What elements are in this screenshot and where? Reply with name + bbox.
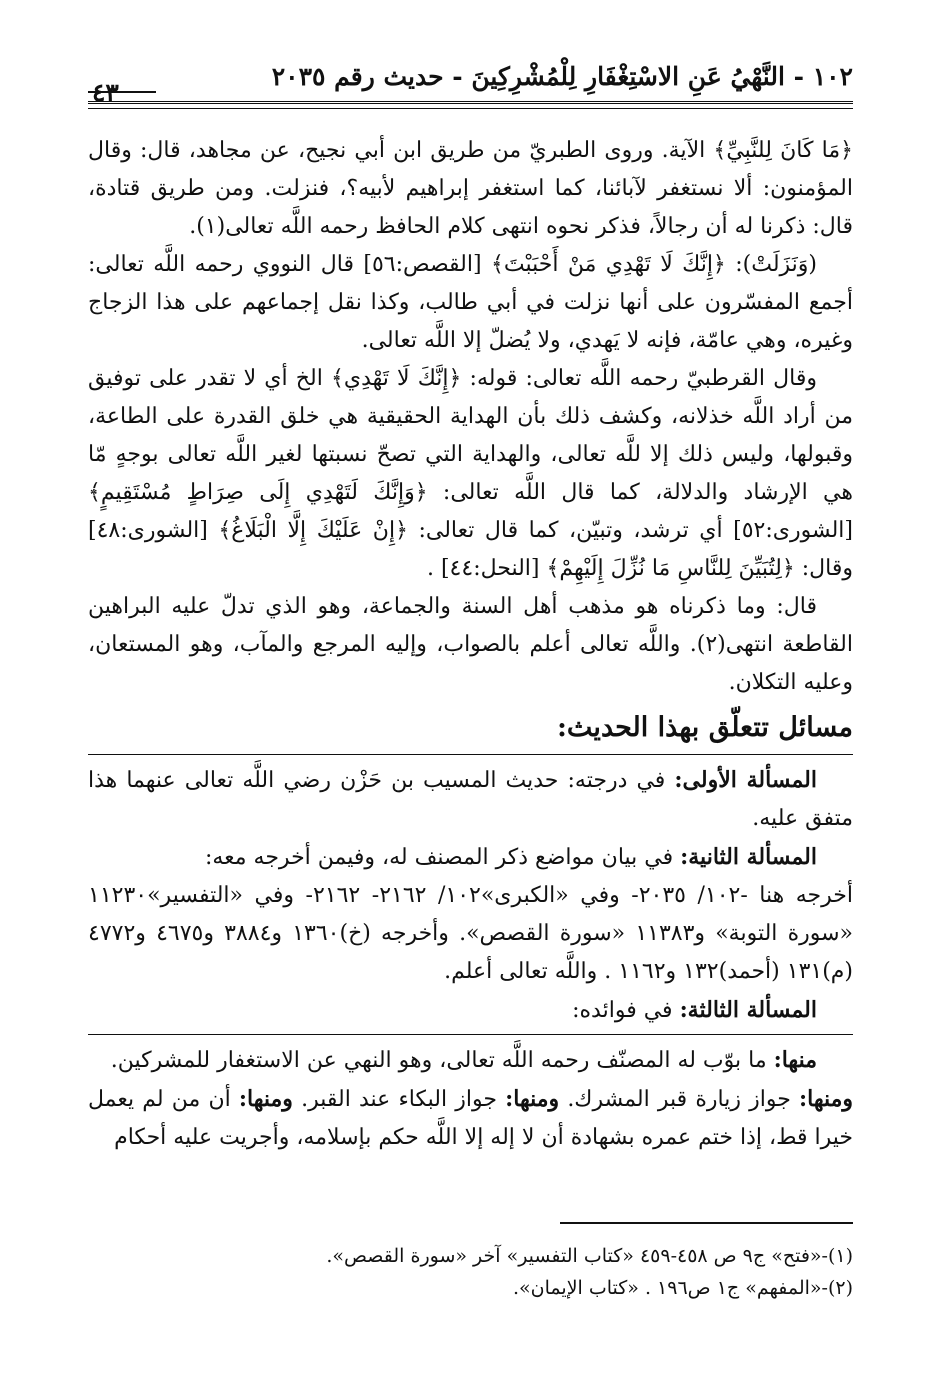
paragraph: قال: وما ذكرناه هو مذهب أهل السنة والجماعة، وهو الذي تدلّ عليه البراهين القاطعة انتهى(٢). واللَّه تعالى أعلم بالصواب، وإليه المرجع والمآب، وهو المستعان، وعليه التكلان. (88, 594, 853, 695)
header-rule (88, 101, 853, 109)
paragraph: أخرجه هنا -١٠٢/ ٢٠٣٥- وفي «الكبرى»١٠٢/ ٢١٦٢- ٢١٦٢- وفي «التفسير»١١٢٣٠ «سورة التوبة» و١١٣٨٣ «سورة القصص». وأخرجه (خ)١٣٦٠ و٣٨٨٤ و٤٦٧٥ و٤٧٧٢ (م)١٣١ (أحمد)١٣٢ و١١٦٢ . واللَّه تعالى أعلم. (88, 883, 854, 984)
paragraph: ﴿مَا كَانَ لِلنَّبِيِّ﴾ الآية. وروى الطبريّ من طريق ابن أبي نجيح، عن مجاهد، قال: وقال المؤمنون: ألا نستغفر لآبائنا، كما استغفر إبراهيم لأبيه؟، فنزلت. ومن طريق قتادة، قال: ذكرنا له أن رجالاً، فذكر نحوه انتهى كلام الحافظ رحمه اللَّه تعالى(١). (88, 138, 853, 239)
running-title: ١٠٢ - النَّهْيُ عَنِ الاسْتِغْفَارِ لِلْمُشْرِكِينَ - حديث رقم ٢٠٣٥ (271, 62, 853, 91)
benefit-text: جواز البكاء عند القبر. (292, 1087, 506, 1112)
benefit-1 (88, 1041, 853, 1080)
page-number: ٤٣ (92, 78, 119, 107)
section-divider (88, 1034, 853, 1035)
question-label: المسألة الثالثة: (679, 997, 817, 1023)
section-heading: مسائل تتعلّق بهذا الحديث: (556, 712, 853, 743)
question-3 (88, 991, 853, 1030)
question-label: المسألة الأولى: (674, 767, 817, 793)
footnotes (88, 1240, 853, 1304)
benefit-text: ما بوّب له المصنّف رحمه اللَّه تعالى، وهو النهي عن الاستغفار للمشركين. (110, 1048, 774, 1073)
question-text: في فوائده: (572, 998, 680, 1023)
benefit-text: جواز زيارة قبر المشرك. (559, 1087, 799, 1112)
footnote-rule (560, 1222, 853, 1224)
footnote-2: (٢)-«المفهم» ج١ ص١٩٦ . «كتاب الإيمان». (513, 1277, 853, 1299)
benefit-label: ومنها: (505, 1086, 560, 1112)
question-text: في درجته: حديث المسيب بن حَزْن رضي اللَّه تعالى عنهما هذا متفق عليه. (88, 768, 853, 831)
page-body (88, 132, 853, 1157)
question-text: في بيان مواضع ذكر المصنف له، وفيمن أخرجه معه: (204, 845, 681, 870)
benefit-label: ومنها: (799, 1086, 854, 1112)
question-label: المسألة الثانية: (680, 844, 817, 870)
benefit-label: منها: (773, 1047, 817, 1073)
footnote-1: (١)-«فتح» ج٩ ص ٤٥٨-٤٥٩ «كتاب التفسير» آخر «سورة القصص». (326, 1245, 853, 1267)
benefit-2 (88, 1080, 853, 1157)
question-2 (88, 838, 853, 877)
question-1 (88, 761, 853, 838)
header-rule-short (88, 91, 156, 93)
benefit-text: أن من لم يعمل خيرا قط، إذا ختم عمره بشهادة أن لا إله إلا اللَّه حكم بإسلامه، وأجريت عليه أحكام (88, 1087, 853, 1150)
paragraph: (وَنَزَلَتْ): ﴿إِنَّكَ لَا تَهْدِي مَنْ أَحْبَبْتَ﴾ [القصص:٥٦] قال النووي رحمه اللَّه تعالى: أجمع المفسّرون على أنها نزلت في أبي طالب، وكذا نقل إجماعهم على هذا الزجاج وغيره، وهي عامّة، فإنه لا يَهدي، ولا يُضلّ إلا اللَّه تعالى. (88, 252, 853, 353)
page-header (88, 52, 853, 124)
benefit-label: ومنها: (238, 1086, 293, 1112)
paragraph: وقال القرطبيّ رحمه اللَّه تعالى: قوله: ﴿إِنَّكَ لَا تَهْدِي﴾ الخ أي لا تقدر على توفيق من أراد اللَّه خذلانه، وكشف ذلك بأن الهداية الحقيقية هي خلق القدرة على الطاعة، وقبولها، وليس ذلك إلا للَّه تعالى، والهداية التي تصحّ نسبتها لغير اللَّه تعالى بوجهٍ مّا هي الإرشاد والدلالة، كما قال اللَّه تعالى: ﴿وَإِنَّكَ لَتَهْدِي إِلَى صِرَاطٍ مُسْتَقِيمٍ﴾ [الشورى:٥٢] أي ترشد، وتبيّن، كما قال تعالى: ﴿إِنْ عَلَيْكَ إِلَّا الْبَلَاغُ﴾ [الشورى:٤٨] وقال: ﴿لِتُبَيِّنَ لِلنَّاسِ مَا نُزِّلَ إِلَيْهِمْ﴾ [النحل:٤٤] . (88, 366, 853, 581)
section-divider (88, 754, 853, 755)
